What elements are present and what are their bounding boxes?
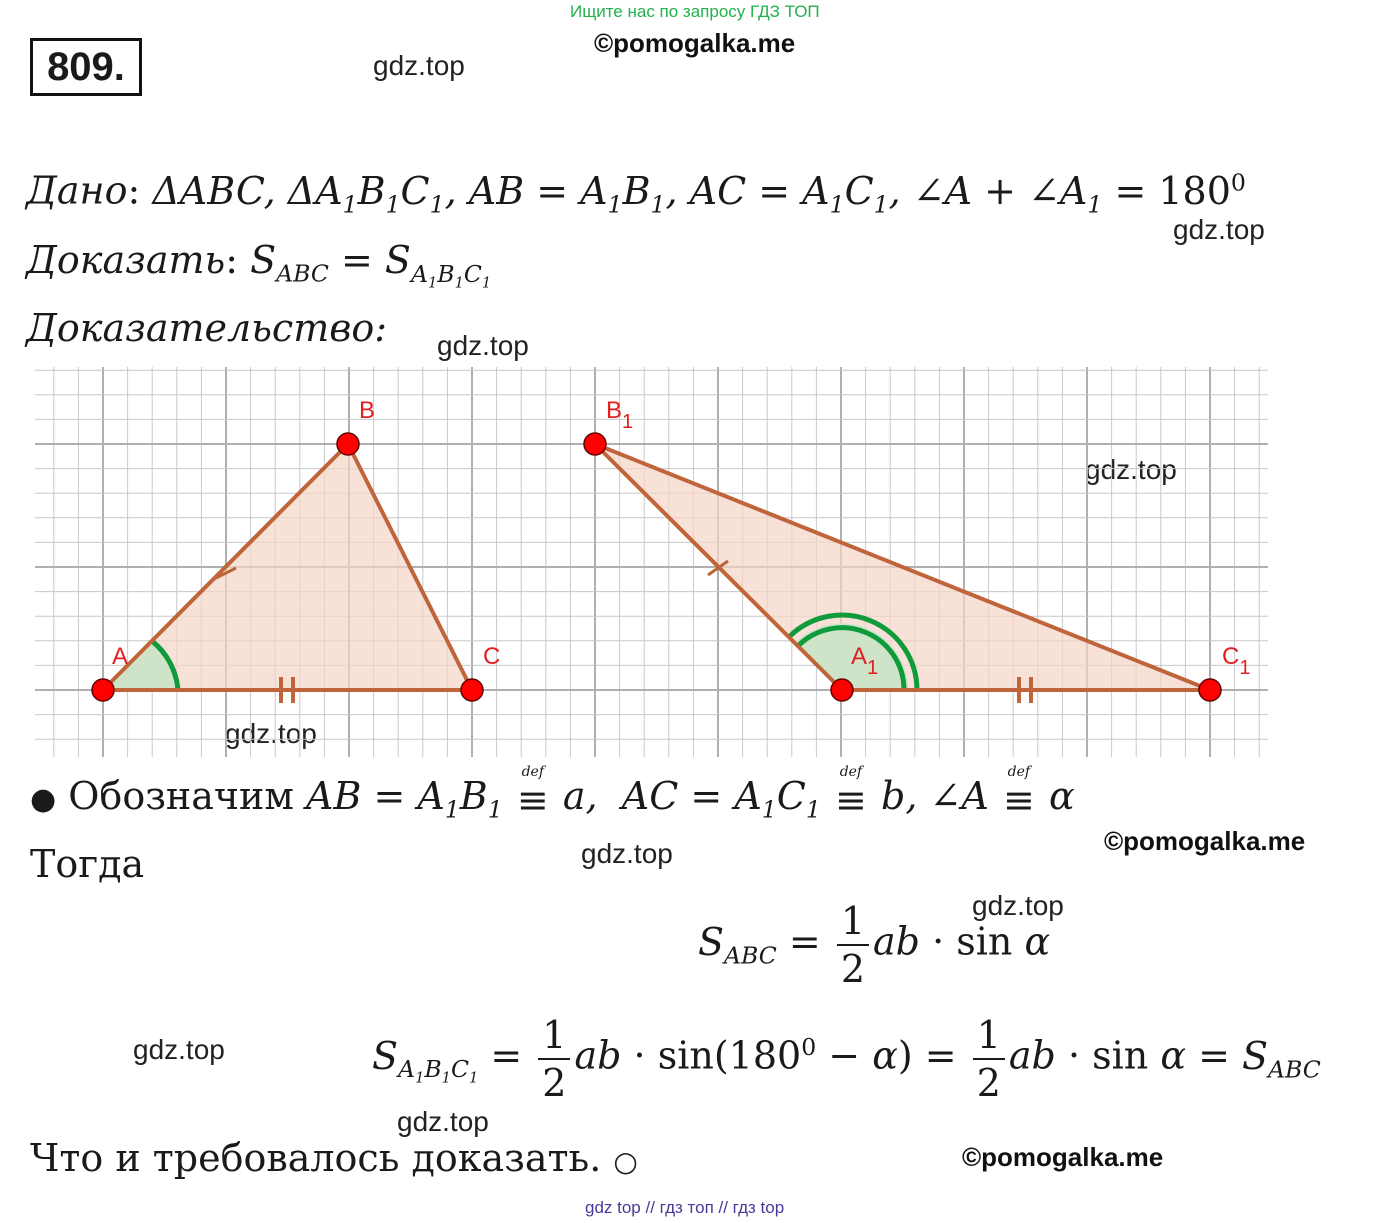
point-a1 [831,679,853,701]
fraction-half: $\frac{1}{2}$ [973,1016,1005,1102]
watermark: gdz.top [397,1106,489,1137]
then-word: Тогда [30,842,145,886]
watermark: gdz.top [437,330,529,361]
def-equal: def ≡ [516,763,549,822]
label-a1: $A_1$ [851,643,879,679]
prove-line: Доказать: $S_{ABC} = S_{A_1B_1C_1}$ [26,238,492,292]
fraction-half: $\frac{1}{2}$ [837,902,869,988]
point-b [337,433,359,455]
conclusion: Что и требовалось доказать. ○ [30,1136,638,1180]
point-c [461,679,483,701]
given-label: Дано [26,168,128,213]
given-line: Дано: ΔABC, $\Delta A_1B_1C_1$, AB = $A_1B_1$, AC = $A_1C_1$, ∠A + $\angle A_1 = 180^0$ [26,168,1246,219]
formula-area-a1b1c1: $S_{A_1B_1C_1}$ = $\frac{1}{2}$ ab · $\sin(180^0 - \alpha)$ = $\frac{1}{2}$ ab · $\sin \alpha = S_{ABC}$ [372,1013,1321,1105]
point-a [92,679,114,701]
given-statement: ΔABC, $\Delta A_1B_1C_1$, AB = $A_1B_1$, AC = $A_1C_1$, ∠A + $\angle A_1$ = [152,168,1159,219]
watermark: gdz.top [1173,214,1265,245]
watermark: gdz.top [1085,454,1177,485]
label-b: B [359,397,376,424]
label-c: C [483,643,501,670]
proof-label: Доказательство: [26,306,388,350]
copyright-watermark: ©pomogalka.me [1104,826,1306,856]
watermark: gdz.top [581,838,673,869]
def-equal: def ≡ [834,763,867,822]
copyright-watermark: ©pomogalka.me [962,1142,1164,1172]
qed-mark: ○ [613,1145,638,1178]
label-b1: $B_1$ [606,397,634,433]
prove-label: Доказать [26,238,226,282]
point-b1 [584,433,606,455]
label-c1: $C_1$ [1222,643,1251,679]
watermark: gdz.top [133,1034,225,1065]
watermark: gdz.top [373,50,465,81]
point-c1 [1199,679,1221,701]
problem-number: 809. [30,38,142,96]
bullet: ● [30,782,57,817]
notation-word: Обозначим [68,774,294,818]
watermark: gdz.top [972,890,1064,921]
notation-line: ● Обозначим AB = $A_1B_1$ def ≡ a, AC = $A_1C_1$ def ≡ b, ∠A def ≡ α [30,763,1075,824]
label-a: A [112,643,129,670]
footer-links: gdz top // гдз топ // гдз top [585,1198,785,1217]
def-equal: def ≡ [1002,763,1035,822]
fraction-half: $\frac{1}{2}$ [538,1016,570,1102]
formula-area-abc: $S_{ABC}$ = $\frac{1}{2}$ ab · sin α [698,899,1051,991]
search-hint: Ищите нас по запросу ГДЗ ТОП [570,2,820,21]
grid [35,367,1268,757]
prove-statement: $S_{ABC} = S_{A_1B_1C_1}$ [250,238,492,292]
copyright-watermark: ©pomogalka.me [594,28,796,58]
watermark: gdz.top [225,718,317,749]
